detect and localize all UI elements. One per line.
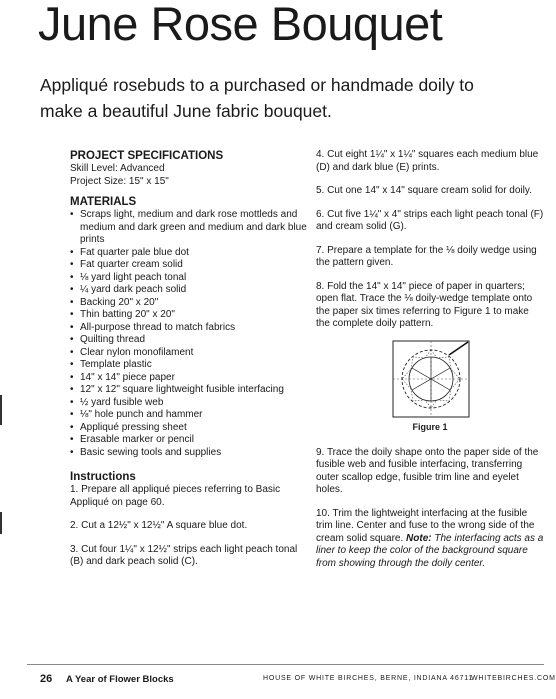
list-item: • Backing 20" x 20" bbox=[70, 297, 310, 310]
book-title: A Year of Flower Blocks bbox=[66, 674, 174, 685]
list-item: • Clear nylon monofilament bbox=[70, 347, 310, 360]
step-3: 3. Cut four 1¼" x 12½" strips each light peach tonal (B) and dark peach solid (C). bbox=[70, 543, 298, 567]
page-title: June Rose Bouquet bbox=[38, 0, 443, 50]
skill-level: Skill Level: Advanced bbox=[70, 163, 165, 174]
list-item: • Quilting thread bbox=[70, 334, 310, 347]
right-column bbox=[316, 149, 544, 570]
list-item: • ¼ yard dark peach solid bbox=[70, 284, 310, 297]
step-4: 4. Cut eight 1¼" x 1¼" squares each medium blue (D) and dark blue (E) prints. bbox=[316, 149, 539, 173]
step-7: 7. Prepare a template for the ⅛ doily wedge using the pattern given. bbox=[316, 244, 537, 268]
note-text: The interfacing acts as a liner to keep the color of the background square from showing through the doily center. bbox=[316, 532, 544, 569]
doily-diagram bbox=[391, 339, 471, 419]
list-item: • Fat quarter cream solid bbox=[70, 259, 310, 272]
intro-text: Appliqué rosebuds to a purchased or handmade doily to make a beautiful June fabric bouquet. bbox=[40, 75, 474, 121]
list-item: • 12" x 12" square lightweight fusible interfacing bbox=[70, 384, 310, 397]
project-size: Project Size: 15" x 15" bbox=[70, 175, 169, 187]
page-number: 26 bbox=[40, 673, 53, 685]
step-10-text: 10. Trim the lightweight interfacing at the fusible trim line. Center and fuse to the wrong side of the cream solid square. bbox=[316, 507, 535, 544]
publisher: HOUSE OF WHITE BIRCHES, BERNE, INDIANA 46711 bbox=[263, 675, 474, 682]
step-8: 8. Fold the 14" x 14" piece of paper in quarters; open flat. Trace the ⅛ doily-wedge template onto the paper six times referring to Figure 1 to make the complete doily pattern. bbox=[316, 280, 533, 329]
materials-heading: MATERIALS bbox=[70, 196, 137, 208]
scan-edge-mark bbox=[0, 395, 2, 425]
figure-caption: Figure 1 bbox=[412, 421, 448, 432]
list-item: • ⅛ yard light peach tonal bbox=[70, 272, 310, 285]
instructions-heading: Instructions bbox=[70, 471, 136, 483]
note-label: Note: bbox=[406, 532, 432, 544]
scan-edge-mark bbox=[0, 512, 2, 534]
list-item: • Scraps light, medium and dark rose mottleds and medium and dark green and medium and dark blue prints bbox=[70, 209, 310, 247]
step-5: 5. Cut one 14" x 14" square cream solid for doily. bbox=[316, 185, 532, 196]
list-item: • 14" x 14" piece paper bbox=[70, 372, 310, 385]
figure-1 bbox=[316, 339, 544, 435]
list-item: • Thin batting 20" x 20" bbox=[70, 309, 310, 322]
step-10 bbox=[316, 508, 544, 571]
left-column bbox=[70, 149, 310, 569]
list-item: • ⅛" hole punch and hammer bbox=[70, 409, 310, 422]
materials-list bbox=[70, 209, 310, 459]
list-item: • Erasable marker or pencil bbox=[70, 434, 310, 447]
specs-heading: PROJECT SPECIFICATIONS bbox=[70, 150, 224, 162]
list-item: • Basic sewing tools and supplies bbox=[70, 447, 310, 460]
step-6: 6. Cut five 1¼" x 4" strips each light peach tonal (F) and cream solid (G). bbox=[316, 208, 544, 232]
footer-rule bbox=[27, 664, 544, 665]
list-item: • Fat quarter pale blue dot bbox=[70, 247, 310, 260]
step-9: 9. Trace the doily shape onto the paper side of the fusible web and fusible interfacing, transferring outer scallop edge, fusible trim line and eyelet holes. bbox=[316, 446, 539, 495]
list-item: • Template plastic bbox=[70, 359, 310, 372]
step-1: 1. Prepare all appliqué pieces referring to Basic Appliqué on page 60. bbox=[70, 484, 281, 508]
list-item: • All-purpose thread to match fabrics bbox=[70, 322, 310, 335]
step-2: 2. Cut a 12½" x 12½" A square blue dot. bbox=[70, 520, 248, 531]
list-item: • ½ yard fusible web bbox=[70, 397, 310, 410]
footer bbox=[40, 673, 556, 687]
website: WHITEBIRCHES.COM bbox=[471, 675, 556, 682]
list-item: • Appliqué pressing sheet bbox=[70, 422, 310, 435]
